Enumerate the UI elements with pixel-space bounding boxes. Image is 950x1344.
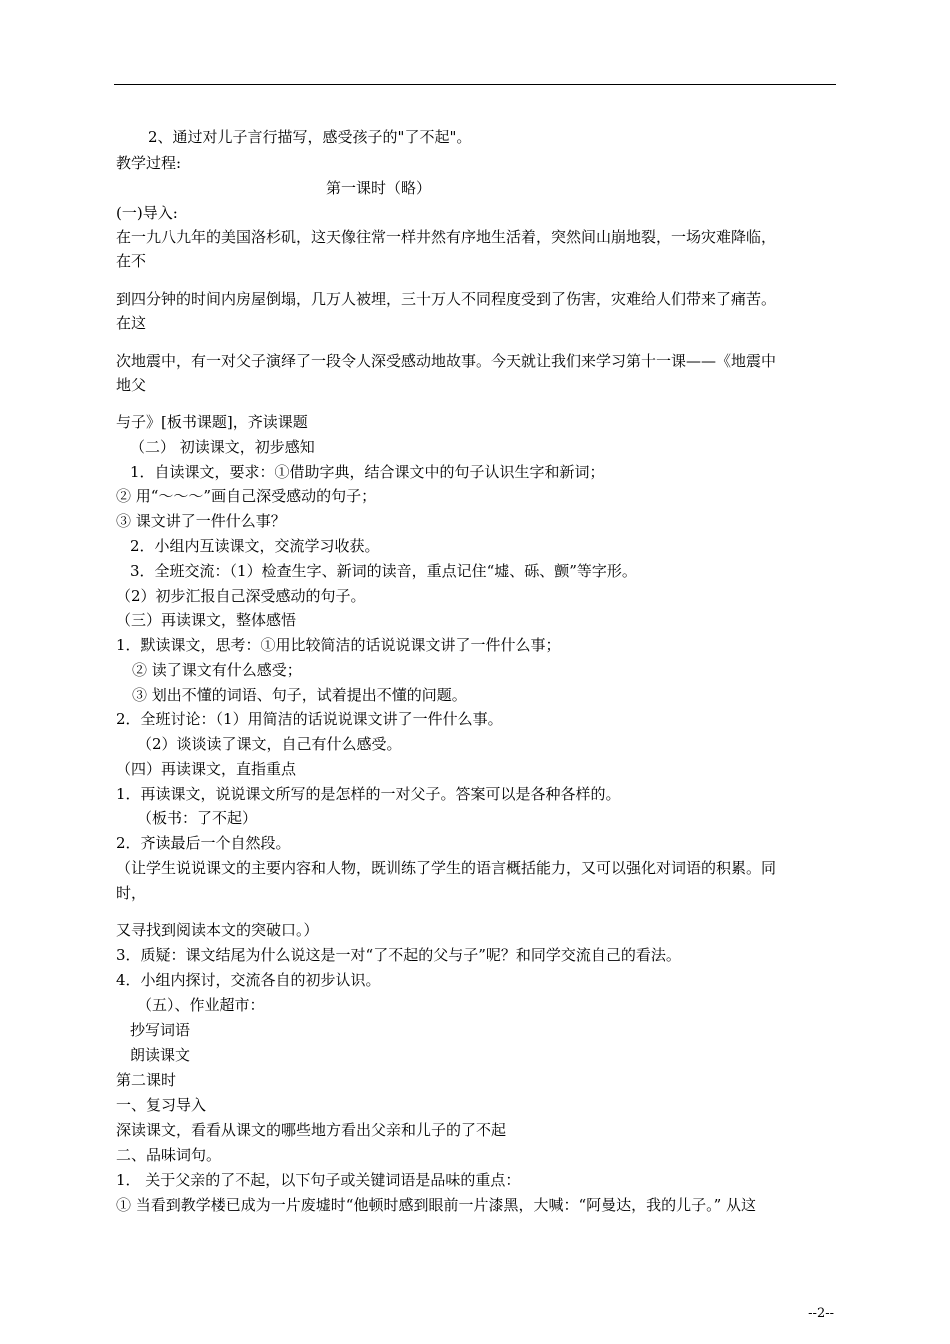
text-line: 第二课时 bbox=[116, 1071, 177, 1089]
text-line: ② 读了课文有什么感受； bbox=[132, 661, 302, 679]
text-line: 2．齐读最后一个自然段。 bbox=[116, 834, 291, 852]
text-line: 4．小组内探讨，交流各自的初步认识。 bbox=[116, 971, 381, 989]
text-line: 在一九八九年的美国洛杉矶，这天像往常一样井然有序地生活着，突然间山崩地裂，一场灾难降临， bbox=[116, 228, 777, 246]
text-line: （2）谈谈读了课文，自己有什么感受。 bbox=[137, 735, 402, 753]
text-line: 深读课文，看看从课文的哪些地方看出父亲和儿子的了不起 bbox=[116, 1121, 507, 1139]
text-line: ③ 课文讲了一件什么事？ bbox=[116, 512, 286, 530]
text-line: 又寻找到阅读本文的突破口。） bbox=[116, 921, 319, 939]
text-line: 在不 bbox=[116, 252, 147, 270]
text-line: 2、通过对儿子言行描写，感受孩子的"了不起"。 bbox=[148, 128, 472, 146]
text-line: （板书：了不起） bbox=[137, 809, 258, 827]
section-heading: 第一课时（略） bbox=[326, 179, 432, 197]
text-line: 抄写词语 bbox=[130, 1021, 191, 1039]
text-line: 朗读课文 bbox=[130, 1046, 191, 1064]
text-line: （二） 初读课文，初步感知 bbox=[130, 438, 315, 456]
page-number: --2-- bbox=[808, 1306, 834, 1321]
text-line: 时， bbox=[116, 884, 147, 902]
text-line: 到四分钟的时间内房屋倒塌，几万人被埋，三十万人不同程度受到了伤害，灾难给人们带来了痛苦。 bbox=[116, 290, 777, 308]
text-line: （五）、作业超市： bbox=[137, 996, 265, 1014]
text-line: 2．全班讨论：（1）用简洁的话说说课文讲了一件什么事。 bbox=[116, 710, 503, 728]
text-line: 一、复习导入 bbox=[116, 1096, 207, 1114]
text-line: ② 用“～～～”画自己深受感动的句子； bbox=[116, 487, 377, 505]
text-line: （让学生说说课文的主要内容和人物，既训练了学生的语言概括能力，又可以强化对词语的积累。同 bbox=[116, 859, 777, 877]
text-line: (一)导入: bbox=[116, 204, 178, 222]
text-line: ① 当看到教学楼已成为一片废墟时“他顿时感到眼前一片漆黑，大喊：“阿曼达，我的儿子。” 从这 bbox=[116, 1196, 757, 1214]
text-line: ③ 划出不懂的词语、句子，试着提出不懂的问题。 bbox=[132, 686, 467, 704]
text-line: 1．再读课文，说说课文所写的是怎样的一对父子。答案可以是各种各样的。 bbox=[116, 785, 621, 803]
text-line: 1． 关于父亲的了不起，以下句子或关键词语是品味的重点： bbox=[116, 1171, 521, 1189]
text-line: （三）再读课文，整体感悟 bbox=[116, 611, 297, 629]
text-line: 2．小组内互读课文，交流学习收获。 bbox=[130, 537, 380, 555]
text-line: 1．默读课文，思考：①用比较简洁的话说说课文讲了一件什么事； bbox=[116, 636, 561, 654]
text-line: 教学过程: bbox=[116, 154, 182, 172]
text-line: （2）初步汇报自己深受感动的句子。 bbox=[116, 587, 366, 605]
text-line: 3．全班交流：（1）检查生字、新词的读音，重点记住“墟、砾、颤”等字形。 bbox=[130, 562, 637, 580]
text-line: 在这 bbox=[116, 314, 147, 332]
text-line: 地父 bbox=[116, 376, 147, 394]
text-line: 次地震中，有一对父子演绎了一段令人深受感动地故事。今天就让我们来学习第十一课——《地震中 bbox=[116, 352, 777, 370]
text-line: 1．自读课文，要求：①借助字典，结合课文中的句子认识生字和新词； bbox=[130, 463, 605, 481]
header-rule bbox=[114, 84, 836, 85]
text-line: 二、品味词句。 bbox=[116, 1146, 222, 1164]
text-line: （四）再读课文，直指重点 bbox=[116, 760, 297, 778]
text-line: 与子》[板书课题]，齐读课题 bbox=[116, 413, 308, 431]
text-line: 3．质疑：课文结尾为什么说这是一对“了不起的父与子”呢？和同学交流自己的看法。 bbox=[116, 946, 681, 964]
